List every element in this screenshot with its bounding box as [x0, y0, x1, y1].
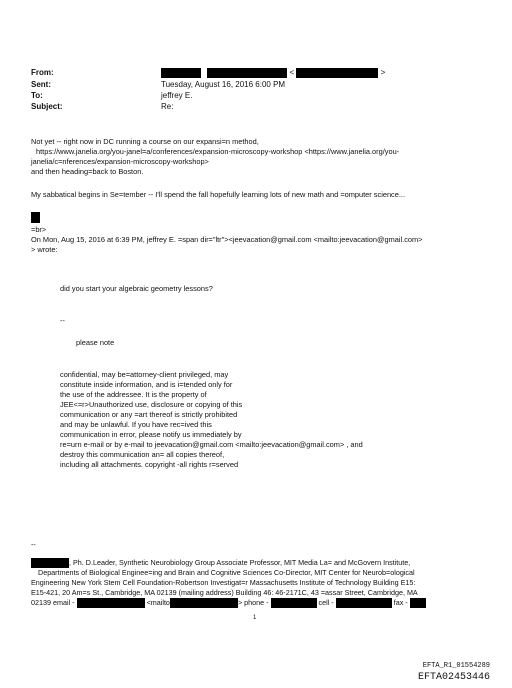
- notice-line: constitute inside information, and is i=tended only for: [60, 380, 233, 389]
- redaction-block: [31, 558, 69, 568]
- notice-line: destroy this communication an= all copies thereof,: [60, 450, 225, 459]
- notice-line: JEE<=r>Unauthorized use, disclosure or copying of this: [60, 400, 243, 409]
- notice-line: the use of the addressee. It is the property of: [60, 390, 207, 399]
- notice-line: re=urn e-mail or by e-mail to jeevacation@gmail.com <mailto:jeevacation@gmail.com> , and: [60, 440, 363, 449]
- notice-line: including all attachments. copyright -all rights r=served: [60, 460, 239, 469]
- document-id-large: EFTA02453446: [417, 672, 490, 683]
- signature-line: E15-421, 20 Am=s St., Cambridge, MA 02139 (mailing address) Building 46: 46-2171C, 43 =assar Street, Cambridge, MA: [31, 588, 418, 597]
- sent-value: Tuesday, August 16, 2016 6:00 PM: [161, 80, 286, 89]
- redaction-block: [410, 598, 426, 608]
- from-label: From:: [31, 68, 54, 77]
- subject-label: Subject:: [31, 102, 63, 111]
- body-line: My sabbatical begins in Se=tember -- I'll spend the fall hopefully learning lots of new math and =omputer science...: [31, 190, 406, 199]
- signature-text: fax -: [393, 598, 408, 607]
- from-value: [161, 67, 385, 78]
- quote-separator: --: [60, 316, 65, 325]
- body-line: janelia/c=nferences/expansion-microscopy-workshop>: [31, 157, 209, 166]
- quoted-question: did you start your algebraic geometry lessons?: [60, 284, 213, 293]
- from-gt: >: [380, 68, 386, 77]
- notice-line: confidential, may be=attorney-client privileged, may: [60, 370, 229, 379]
- signature-line: [31, 558, 491, 568]
- redaction-block: [170, 598, 238, 608]
- body-line: Not yet -- right now in DC running a course on our expansi=n method,: [31, 137, 259, 146]
- signature-text: , Ph. D.Leader, Synthetic Neurobiology Group Associate Professor, MIT Media La= and McGovern Institute,: [69, 558, 411, 567]
- from-lt: <: [289, 68, 295, 77]
- body-line: https://www.janelia.org/you-janel=a/conferences/expansion-microscopy-workshop <https://www.janelia.org/you-: [36, 147, 400, 156]
- page-number: 1: [253, 615, 257, 621]
- redaction-block: [77, 598, 145, 608]
- redaction-block: [336, 598, 392, 608]
- signature-contact-line: [31, 598, 491, 608]
- subject-value: Re:: [161, 102, 174, 111]
- signature-line: Engineering New York Stem Cell Foundation-Robertson Investigat=r Massachusetts Institute of Technology Building E15:: [31, 578, 416, 587]
- quote-header-line: > wrote:: [31, 245, 58, 254]
- document-id-small: EFTA_R1_01554289: [422, 662, 490, 670]
- to-label: To:: [31, 91, 43, 100]
- signature-text: 02139 email -: [31, 598, 75, 607]
- notice-line: communication or any =art thereof is strictly prohibited: [60, 410, 238, 419]
- redaction-block: [271, 598, 317, 608]
- quote-header-line: On Mon, Aug 15, 2016 at 6:39 PM, jeffrey E. =span dir="ltr"><jeevacation@gmail.com <mailto:jeevacation@gmail.com>: [31, 235, 423, 244]
- signature-text: > phone -: [237, 598, 269, 607]
- redaction-block: [31, 212, 40, 223]
- notice-line: and may be unlawful. If you have rec=ived this: [60, 420, 212, 429]
- please-note: please note: [76, 338, 115, 347]
- notice-line: communication in error, please notify us immediately by: [60, 430, 242, 439]
- redaction-block: [296, 68, 378, 78]
- signature-text: cell -: [318, 598, 334, 607]
- body-line: and then heading=back to Boston.: [31, 167, 144, 176]
- signature-line: Departments of Biological Enginee=ing and Brain and Cognitive Sciences Co-Director, MIT Center for Neurob=ological: [38, 568, 415, 577]
- sent-label: Sent:: [31, 80, 51, 89]
- body-line: =br>: [31, 225, 47, 234]
- redaction-block: [207, 68, 287, 78]
- to-value: jeffrey E.: [161, 91, 193, 100]
- redaction-block: [161, 68, 201, 78]
- signature-separator: --: [31, 540, 36, 549]
- signature-text: <mailto: [146, 598, 170, 607]
